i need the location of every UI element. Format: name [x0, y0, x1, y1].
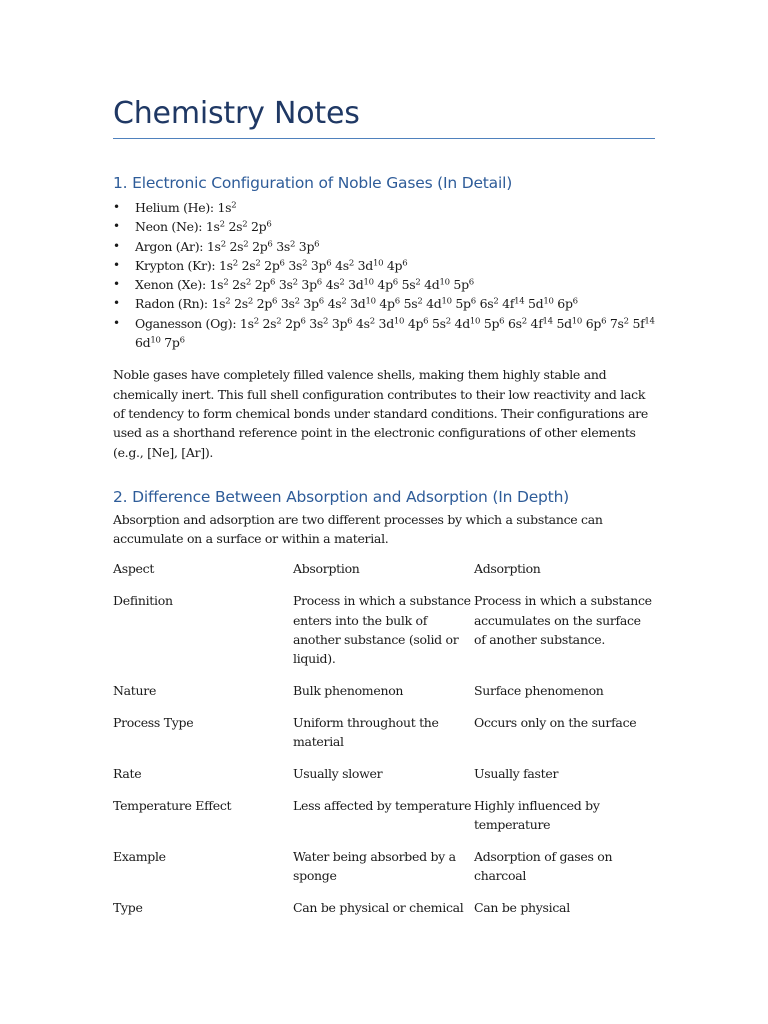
table-cell: Usually faster	[474, 765, 559, 781]
electron-count: 10	[441, 296, 452, 307]
orbital: 4s	[327, 296, 342, 312]
electron-count: 2	[369, 316, 375, 327]
electron-count: 2	[219, 219, 225, 230]
electron-count: 14	[542, 316, 553, 327]
element-name: Oganesson (Og):	[135, 315, 240, 331]
electron-count: 2	[302, 258, 308, 269]
table-cell: Occurs only on the surface	[474, 714, 637, 730]
element-name: Krypton (Kr):	[135, 257, 220, 273]
electron-count: 6	[392, 277, 398, 288]
orbital: 4d	[454, 315, 470, 331]
section-2-intro: Absorption and adsorption are two different processes by which a substance can accumulate on a surface or within a material.	[113, 511, 603, 547]
page-title: Chemistry Notes	[113, 96, 360, 131]
orbital: 4f	[502, 296, 515, 312]
electron-count: 10	[363, 277, 374, 288]
orbital: 3d	[348, 277, 364, 293]
electron-configuration	[212, 296, 578, 311]
electron-count: 6	[468, 277, 474, 288]
orbital: 7p	[164, 335, 180, 351]
table-cell: Rate	[113, 765, 142, 781]
orbital: 2p	[264, 257, 280, 273]
electron-count: 2	[417, 296, 423, 307]
table-header-cell: Aspect	[113, 561, 155, 577]
electron-count: 10	[393, 316, 405, 327]
orbital: 6s	[479, 296, 494, 312]
table-header-row	[113, 559, 655, 591]
table-cell: Uniform throughout the material	[293, 714, 439, 750]
orbital: 3s	[309, 315, 324, 331]
electron-count: 10	[439, 277, 450, 288]
orbital: 5s	[431, 315, 446, 331]
orbital: 1s	[239, 315, 254, 331]
electron-configuration	[218, 200, 237, 215]
electron-count: 2	[242, 219, 248, 230]
table-cell: Adsorption of gases on charcoal	[474, 848, 613, 884]
element-name: Neon (Ne):	[135, 219, 206, 235]
orbital: 5p	[453, 277, 469, 293]
electron-count: 2	[292, 277, 298, 288]
orbital: 6d	[135, 335, 151, 351]
orbital: 4p	[407, 315, 424, 331]
electron-count: 2	[232, 258, 238, 269]
electron-count: 6	[423, 316, 429, 327]
orbital: 5s	[401, 277, 416, 293]
list-item	[113, 198, 655, 217]
orbital: 4d	[426, 296, 442, 312]
electron-count: 2	[521, 316, 527, 327]
bullet-icon: •	[113, 219, 120, 234]
electron-count: 6	[267, 238, 273, 249]
electron-count: 6	[266, 219, 272, 230]
electron-count: 6	[316, 277, 322, 288]
orbital: 2p	[285, 315, 301, 331]
table-row	[113, 847, 655, 898]
orbital: 4p	[379, 296, 395, 312]
table-row	[113, 591, 655, 681]
table-cell: Process Type	[113, 714, 194, 730]
table-cell: Can be physical or chemical	[293, 899, 464, 915]
orbital: 3d	[357, 257, 373, 273]
electron-count: 6	[300, 316, 306, 327]
orbital: 5f	[632, 315, 645, 331]
table-cell: Process in which a substance enters into the bulk of another substance (solid or liquid).	[293, 593, 471, 667]
noble-gas-paragraph: Noble gases have completely filled valence shells, making them highly stable and chemically inert. This full shell configuration contributes to their low reactivity and lack of tendency to form chemical bonds under standard conditions. Their configurations are used as a shorthand reference point in the electronic configurations of other elements (e.g., [Ne], [Ar]).	[113, 367, 649, 460]
orbital: 4d	[424, 277, 440, 293]
electron-count: 6	[347, 316, 353, 327]
electron-count: 6	[601, 316, 607, 327]
orbital: 1s	[209, 277, 224, 293]
electron-configuration	[210, 277, 474, 292]
electron-count: 2	[243, 238, 249, 249]
electron-configuration	[219, 258, 407, 273]
electron-count: 6	[402, 258, 408, 269]
bullet-icon: •	[113, 238, 120, 253]
orbital: 1s	[205, 219, 220, 235]
electron-count: 10	[543, 296, 554, 307]
section-2-heading: 2. Difference Between Absorption and Adsorption (In Depth)	[113, 487, 570, 506]
electron-count: 6	[179, 335, 185, 346]
orbital: 5d	[556, 315, 572, 331]
orbital: 2p	[251, 219, 267, 235]
electron-count: 2	[415, 277, 421, 288]
electron-count: 10	[571, 316, 583, 327]
electron-count: 2	[341, 296, 347, 307]
orbital: 2p	[254, 277, 271, 293]
electron-count: 2	[245, 277, 251, 288]
comparison-table	[113, 559, 655, 929]
electron-count: 6	[318, 296, 324, 307]
orbital: 4s	[355, 315, 370, 331]
element-name: Helium (He):	[135, 200, 218, 215]
orbital: 1s	[211, 296, 226, 312]
orbital: 4f	[530, 315, 543, 331]
electron-count: 2	[348, 258, 354, 269]
electron-count: 2	[339, 277, 345, 288]
orbital: 3p	[301, 277, 317, 293]
electron-count: 6	[499, 316, 505, 327]
electron-count: 2	[623, 316, 629, 327]
electron-count: 2	[220, 238, 226, 249]
orbital: 4s	[325, 277, 340, 293]
noble-gas-config-list	[113, 198, 655, 352]
electron-count: 2	[247, 296, 253, 307]
electron-count: 2	[294, 296, 300, 307]
orbital: 3s	[288, 257, 303, 273]
table-cell: Less affected by temperature	[293, 797, 472, 813]
table-cell: Highly influenced by temperature	[474, 797, 600, 832]
list-item	[113, 217, 655, 236]
table-row	[113, 713, 655, 764]
bullet-icon: •	[113, 296, 120, 311]
orbital: 3p	[331, 315, 348, 331]
electron-configuration	[206, 219, 272, 234]
electron-count: 2	[223, 277, 229, 288]
table-cell: Nature	[113, 682, 157, 698]
electron-count: 6	[394, 296, 400, 307]
orbital: 3d	[350, 296, 366, 312]
orbital: 2s	[232, 277, 246, 293]
electron-count: 10	[469, 316, 481, 327]
table-row	[113, 681, 655, 713]
orbital: 1s	[206, 238, 221, 254]
orbital: 5s	[403, 296, 418, 312]
electron-count: 6	[470, 296, 476, 307]
electron-count: 10	[373, 258, 384, 269]
electron-count: 10	[150, 335, 161, 346]
table-header-cell: Absorption	[293, 561, 360, 577]
table-cell: Process in which a substance accumulates on the surface of another substance.	[474, 593, 652, 647]
orbital: 6s	[507, 315, 522, 331]
electron-count: 14	[644, 316, 655, 327]
element-name: Argon (Ar):	[135, 238, 207, 254]
table-cell: Usually slower	[293, 765, 383, 781]
table-cell: Temperature Effect	[113, 797, 232, 813]
electron-count: 6	[326, 258, 332, 269]
electron-count: 2	[290, 238, 296, 249]
bullet-icon: •	[113, 315, 120, 330]
table-row	[113, 898, 655, 930]
electron-count: 6	[314, 238, 320, 249]
electron-count: 14	[514, 296, 525, 307]
document-body	[113, 92, 655, 930]
orbital: 4p	[377, 277, 393, 293]
orbital: 2p	[252, 238, 268, 254]
list-item	[113, 294, 655, 313]
orbital: 3s	[278, 277, 293, 293]
element-name: Xenon (Xe):	[135, 277, 210, 293]
table-cell: Surface phenomenon	[474, 682, 604, 698]
orbital: 7s	[609, 315, 624, 331]
electron-count: 6	[572, 296, 578, 307]
list-item	[113, 314, 655, 353]
orbital: 3d	[378, 315, 394, 331]
bullet-icon: •	[113, 257, 120, 272]
orbital: 1s	[219, 257, 233, 273]
electron-count: 2	[323, 316, 329, 327]
electron-count: 6	[272, 296, 278, 307]
orbital: 3s	[276, 238, 290, 254]
orbital: 3p	[298, 238, 315, 254]
orbital: 5p	[483, 315, 500, 331]
electron-count: 2	[276, 316, 282, 327]
orbital: 4s	[335, 257, 349, 273]
table-header-cell: Adsorption	[474, 561, 541, 577]
list-item	[113, 256, 655, 275]
element-name: Radon (Rn):	[135, 296, 212, 312]
list-item	[113, 275, 655, 294]
orbital: 6p	[585, 315, 602, 331]
orbital: 3p	[303, 296, 319, 312]
electron-count: 6	[270, 277, 276, 288]
orbital: 2s	[262, 315, 277, 331]
electron-configuration	[207, 239, 319, 254]
orbital: 2s	[229, 238, 244, 254]
orbital: 1s	[217, 200, 232, 215]
orbital: 6p	[557, 296, 573, 312]
orbital: 3s	[280, 296, 295, 312]
list-item	[113, 237, 655, 256]
table-cell: Bulk phenomenon	[293, 682, 404, 698]
orbital: 2s	[241, 257, 256, 273]
orbital: 5d	[528, 296, 544, 312]
electron-count: 2	[493, 296, 499, 307]
orbital: 2s	[228, 219, 243, 235]
electron-count: 2	[445, 316, 451, 327]
table-cell: Type	[113, 899, 143, 915]
table-cell: Definition	[113, 593, 173, 609]
bullet-icon: •	[113, 277, 120, 292]
electron-count: 6	[279, 258, 285, 269]
table-cell: Can be physical	[474, 899, 570, 915]
electron-count: 10	[365, 296, 376, 307]
table-row	[113, 764, 655, 796]
electron-count: 2	[255, 258, 261, 269]
table-row	[113, 796, 655, 847]
electron-count: 2	[253, 316, 259, 327]
bullet-icon: •	[113, 200, 120, 214]
orbital: 3p	[310, 257, 327, 273]
orbital: 5p	[455, 296, 471, 312]
electron-count: 2	[231, 200, 237, 211]
title-underline	[113, 138, 655, 139]
orbital: 2s	[234, 296, 248, 312]
table-cell: Example	[113, 848, 166, 864]
section-1-heading: 1. Electronic Configuration of Noble Gases (In Detail)	[113, 174, 513, 192]
table-cell: Water being absorbed by a sponge	[293, 848, 456, 884]
orbital: 2p	[256, 296, 273, 312]
electron-count: 2	[225, 296, 231, 307]
orbital: 4p	[386, 257, 403, 273]
